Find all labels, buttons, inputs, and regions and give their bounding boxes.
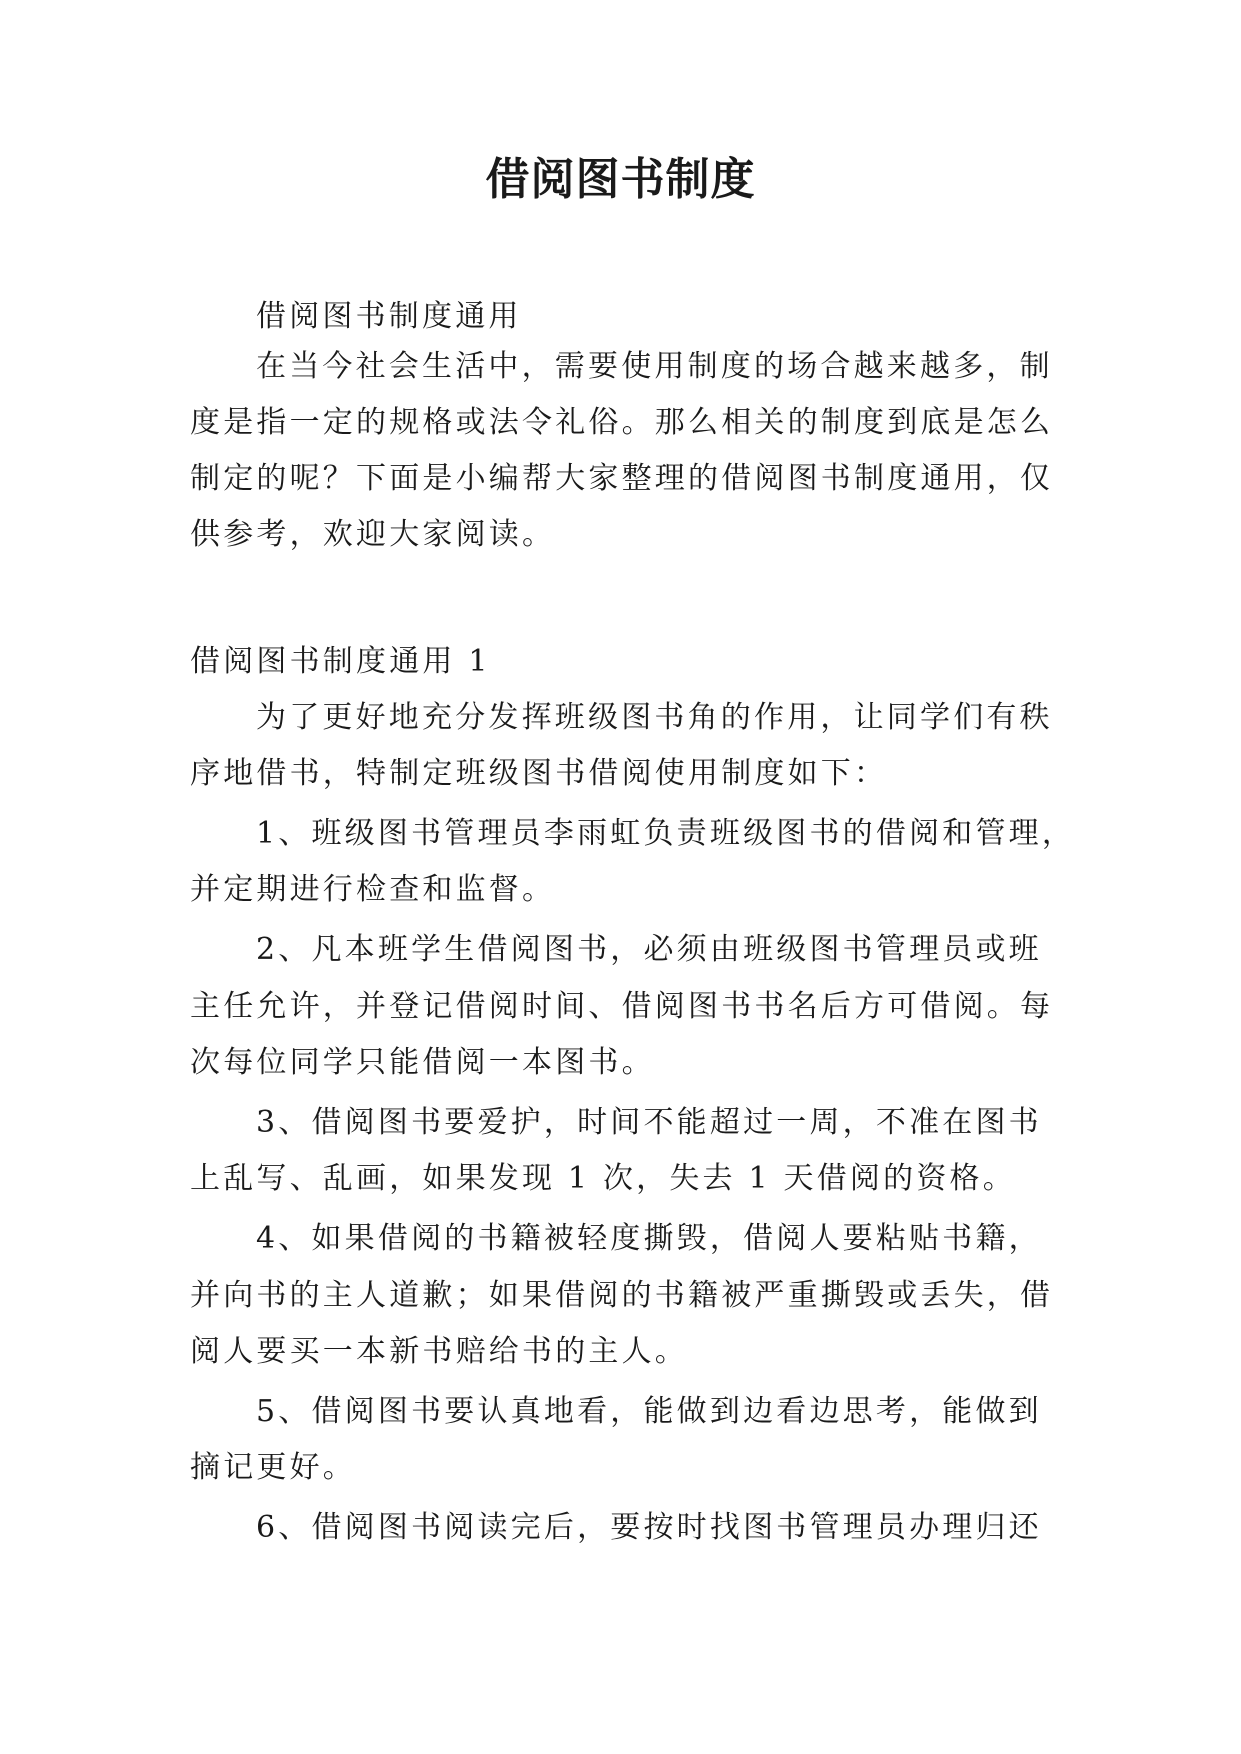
rule-2-line: 主任允许，并登记借阅时间、借阅图书书名后方可借阅。每 <box>190 989 1054 1024</box>
rule-5-line: 摘记更好。 <box>190 1450 356 1485</box>
rule-1-line: 并定期进行检查和监督。 <box>190 872 556 907</box>
intro-line: 在当今社会生活中，需要使用制度的场合越来越多，制 <box>256 349 1053 384</box>
rule-1-line: 1、班级图书管理员李雨虹负责班级图书的借阅和管理， <box>256 816 1076 851</box>
rule-4-line: 并向书的主人道歉；如果借阅的书籍被严重撕毁或丢失，借 <box>190 1278 1054 1313</box>
section-intro-line: 序地借书，特制定班级图书借阅使用制度如下： <box>190 756 888 791</box>
rule-6-line: 6、借阅图书阅读完后，要按时找图书管理员办理归还 <box>256 1510 1042 1545</box>
rule-2-line: 2、凡本班学生借阅图书，必须由班级图书管理员或班 <box>256 932 1042 967</box>
document-subtitle: 借阅图书制度通用 <box>256 299 522 334</box>
rule-3-line: 3、借阅图书要爱护，时间不能超过一周，不准在图书 <box>256 1105 1042 1140</box>
intro-line: 制定的呢？下面是小编帮大家整理的借阅图书制度通用，仅 <box>190 461 1054 496</box>
intro-line: 度是指一定的规格或法令礼俗。那么相关的制度到底是怎么 <box>190 405 1054 440</box>
section-heading: 借阅图书制度通用 1 <box>190 644 491 679</box>
section-intro-line: 为了更好地充分发挥班级图书角的作用，让同学们有秩 <box>256 700 1053 735</box>
rule-4-line: 4、如果借阅的书籍被轻度撕毁，借阅人要粘贴书籍， <box>256 1221 1042 1256</box>
rule-5-line: 5、借阅图书要认真地看，能做到边看边思考，能做到 <box>256 1394 1042 1429</box>
rule-4-line: 阅人要买一本新书赔给书的主人。 <box>190 1334 688 1369</box>
rule-3-line: 上乱写、乱画，如果发现 1 次，失去 1 天借阅的资格。 <box>190 1161 1016 1196</box>
intro-line: 供参考，欢迎大家阅读。 <box>190 517 556 552</box>
document-title: 借阅图书制度 <box>485 154 756 205</box>
rule-2-line: 次每位同学只能借阅一本图书。 <box>190 1045 655 1080</box>
